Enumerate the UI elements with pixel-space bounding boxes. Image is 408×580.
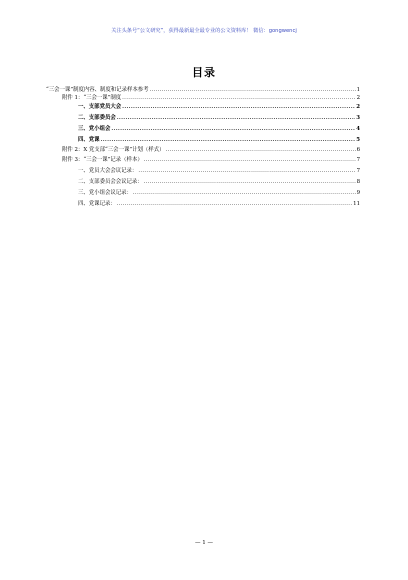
toc-entry-label: 二、支部委员会会议记录： [78, 179, 143, 185]
toc-entry-label: 附件 2：X 党支部“三会一课”计划（样式） [62, 147, 165, 153]
toc-entry[interactable] [78, 168, 360, 175]
toc-entry[interactable] [78, 115, 360, 122]
toc-entry[interactable] [78, 201, 360, 208]
toc-entry-label: 四、党课记录： [78, 201, 116, 207]
toc-entry-page: 7 [356, 168, 360, 174]
toc-dot-leader [138, 168, 355, 175]
toc-entry[interactable] [78, 179, 360, 186]
page-number: — 1 — [195, 540, 213, 546]
toc-entry-label: 二、支部委员会 [78, 115, 116, 121]
toc-entry[interactable] [62, 147, 360, 154]
toc-entry-page: 2 [356, 95, 360, 101]
toc-entry-page: 8 [356, 179, 360, 185]
toc-dot-leader [150, 87, 356, 94]
toc-entry-page: 9 [356, 190, 360, 196]
toc-entry-label: 一、支部党员大会 [78, 104, 122, 110]
toc-entry-page: 11 [353, 201, 360, 207]
toc-entry[interactable] [46, 87, 360, 94]
toc-entry-page: 3 [356, 115, 360, 121]
toc-dot-leader [117, 201, 352, 208]
toc-dot-leader [122, 104, 355, 111]
toc-entry-page: 7 [356, 157, 360, 163]
toc-dot-leader [117, 115, 355, 122]
toc-dot-leader [101, 137, 356, 144]
toc-entry-label: 三、党小组会议记录： [78, 190, 132, 196]
toc-entry-label: 一、党员大会会议记录： [78, 168, 138, 174]
toc-entry-page: 1 [356, 87, 360, 93]
toc-dot-leader [133, 190, 356, 197]
toc-entry[interactable] [78, 190, 360, 197]
toc-dot-leader [144, 157, 356, 164]
toc-title: 目录 [192, 66, 216, 79]
toc-entry[interactable] [78, 126, 360, 133]
toc-dot-leader [144, 179, 356, 186]
toc-entry[interactable] [62, 157, 360, 164]
toc-entry-label: 附件 1：“三会一课”制度 [62, 95, 122, 101]
toc-entry[interactable] [62, 95, 360, 102]
toc-entry-page: 6 [356, 147, 360, 153]
toc-dot-leader [165, 147, 355, 154]
header-banner: 关注头条号“公文研究”，获得最新最全最专业的公文资料库！ 微信：gongwencj [111, 28, 297, 34]
toc-entry-page: 4 [356, 126, 360, 132]
toc-entry-label: 三、党小组会 [78, 126, 111, 132]
toc-entry-label: 附件 3：“三会一课”记录（样本） [62, 157, 143, 163]
toc-entry[interactable] [78, 104, 360, 111]
toc-entry-page: 5 [356, 137, 360, 143]
toc-entry-page: 2 [356, 104, 360, 110]
toc-dot-leader [111, 126, 355, 133]
toc-entry[interactable] [78, 137, 360, 144]
toc-entry-label: “三会一课”制度内容、制度和记录样本参考 [46, 87, 149, 93]
toc-dot-leader [122, 95, 355, 102]
toc-entry-label: 四、党课 [78, 137, 100, 143]
